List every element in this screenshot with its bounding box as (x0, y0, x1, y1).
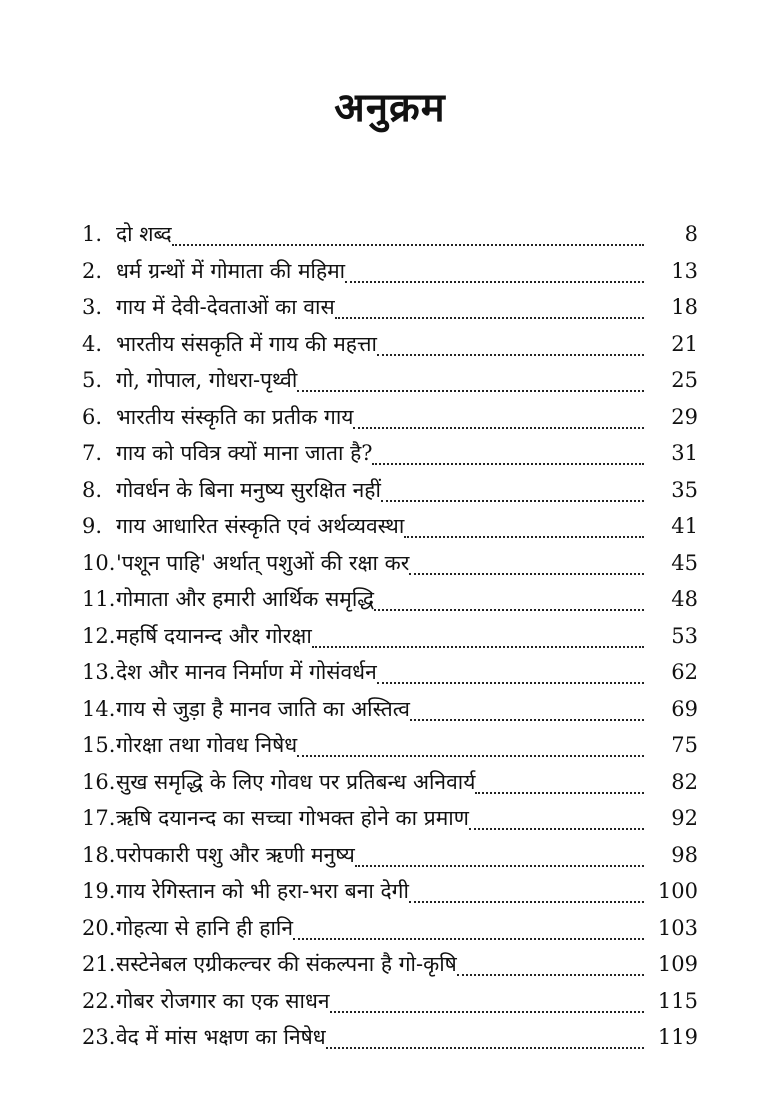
entry-number: 2. (82, 258, 103, 283)
entry-title: भारतीय संसकृति में गाय की महत्ता (116, 331, 377, 356)
entry-title: 'पशून पाहि' अर्थात् पशुओं की रक्षा कर (116, 550, 410, 575)
entry-page-number: 103 (657, 915, 698, 940)
entry-number: 8. (82, 477, 103, 502)
dot-leader (297, 755, 644, 757)
dot-leader (372, 463, 644, 465)
dot-leader (410, 719, 644, 721)
entry-page-number: 29 (671, 404, 698, 429)
entry-page-number: 13 (671, 258, 698, 283)
entry-page-number: 92 (671, 806, 698, 830)
entry-title: परोपकारी पशु और ऋणी मनुष्य (116, 842, 355, 867)
entry-title: गाय को पवित्र क्यों माना जाता है? (116, 441, 373, 465)
toc-entry (82, 731, 698, 768)
toc-entry (82, 293, 698, 330)
entry-title: गोबर रोजगार का एक साधन (116, 988, 330, 1013)
entry-number: 22. (82, 988, 116, 1013)
dot-leader (409, 901, 644, 903)
entry-number: 16. (82, 769, 116, 794)
entry-page-number: 98 (671, 842, 698, 867)
entry-number: 9. (82, 514, 103, 538)
entry-number: 14. (82, 696, 116, 721)
entry-page-number: 53 (671, 623, 698, 648)
entry-page-number: 45 (671, 550, 698, 575)
dot-leader (326, 1047, 644, 1049)
toc-entry (82, 768, 698, 805)
entry-number: 6. (82, 404, 103, 429)
dot-leader (355, 865, 644, 867)
table-of-contents (82, 220, 698, 1060)
entry-number: 7. (82, 441, 103, 465)
entry-page-number: 48 (671, 587, 698, 611)
toc-entry (82, 658, 698, 695)
entry-page-number: 100 (657, 879, 698, 903)
entry-title: गाय में देवी-देवताओं का वास (116, 295, 335, 319)
entry-title: गोरक्षा तथा गोवध निषेध (116, 733, 298, 757)
entry-page-number: 75 (671, 733, 698, 757)
entry-number: 17. (82, 806, 116, 830)
toc-entry (82, 403, 698, 440)
entry-number: 1. (82, 222, 103, 246)
entry-page-number: 82 (671, 769, 698, 794)
dot-leader (377, 682, 644, 684)
toc-entry (82, 549, 698, 586)
entry-title: भारतीय संस्कृति का प्रतीक गाय (116, 404, 354, 429)
toc-entry (82, 1023, 698, 1060)
toc-entry (82, 914, 698, 951)
entry-number: 23. (82, 1025, 116, 1049)
entry-page-number: 25 (671, 368, 698, 392)
entry-page-number: 21 (671, 331, 698, 356)
dot-leader (381, 500, 644, 502)
toc-entry (82, 877, 698, 914)
toc-entry (82, 841, 698, 878)
entry-title: गोहत्या से हानि ही हानि (116, 915, 293, 940)
dot-leader (457, 974, 644, 976)
entry-number: 5. (82, 368, 103, 392)
entry-page-number: 35 (671, 477, 698, 502)
entry-title: सुख समृद्धि के लिए गोवध पर प्रतिबन्ध अनिवार्य (116, 769, 476, 794)
toc-entry (82, 987, 698, 1024)
dot-leader (345, 281, 644, 283)
dot-leader (377, 354, 644, 356)
toc-entry (82, 220, 698, 257)
entry-page-number: 41 (671, 514, 698, 538)
entry-title: देश और मानव निर्माण में गोसंवर्धन (116, 660, 377, 684)
dot-leader (312, 646, 644, 648)
toc-entry (82, 804, 698, 841)
entry-page-number: 119 (657, 1025, 698, 1049)
toc-entry (82, 257, 698, 294)
entry-number: 4. (82, 331, 103, 356)
page-title: अनुक्रम (334, 85, 446, 131)
entry-page-number: 115 (657, 988, 698, 1013)
entry-title: गोमाता और हमारी आर्थिक समृद्धि (116, 587, 375, 611)
entry-page-number: 109 (657, 952, 698, 976)
entry-page-number: 31 (671, 441, 698, 465)
entry-number: 12. (82, 623, 116, 648)
dot-leader (330, 1011, 644, 1013)
entry-number: 21. (82, 952, 116, 976)
entry-number: 18. (82, 842, 116, 867)
entry-page-number: 69 (671, 696, 698, 721)
entry-title: गोवर्धन के बिना मनुष्य सुरक्षित नहीं (116, 477, 381, 502)
entry-title: ऋषि दयानन्द का सच्चा गोभक्त होने का प्रमाण (116, 806, 469, 830)
entry-page-number: 8 (684, 222, 698, 246)
dot-leader (353, 427, 644, 429)
toc-entry (82, 585, 698, 622)
entry-title: गाय आधारित संस्कृति एवं अर्थव्यवस्था (116, 514, 405, 538)
toc-entry (82, 695, 698, 732)
dot-leader (297, 390, 644, 392)
entry-number: 20. (82, 915, 116, 940)
toc-entry (82, 622, 698, 659)
entry-title: वेद में मांस भक्षण का निषेध (116, 1025, 326, 1049)
toc-entry (82, 439, 698, 476)
entry-title: गाय से जुड़ा है मानव जाति का अस्तित्व (116, 696, 410, 721)
toc-entry (82, 512, 698, 549)
toc-entry (82, 476, 698, 513)
entry-title: महर्षि दयानन्द और गोरक्षा (116, 623, 312, 648)
entry-number: 3. (82, 295, 103, 319)
dot-leader (293, 938, 644, 940)
entry-title: सस्टेनेबल एग्रीकल्चर की संकल्पना है गो-कृषि (116, 952, 457, 976)
entry-number: 13. (82, 660, 116, 684)
entry-title: गाय रेगिस्तान को भी हरा-भरा बना देगी (116, 879, 409, 903)
entry-title: गो, गोपाल, गोधरा-पृथ्वी (116, 368, 298, 392)
entry-number: 10. (82, 550, 116, 575)
entry-page-number: 62 (671, 660, 698, 684)
dot-leader (172, 244, 644, 246)
toc-entry (82, 950, 698, 987)
entry-number: 19. (82, 879, 116, 903)
dot-leader (335, 317, 644, 319)
toc-entry (82, 330, 698, 367)
entry-number: 11. (82, 587, 116, 611)
entry-number: 15. (82, 733, 116, 757)
entry-page-number: 18 (671, 295, 698, 319)
toc-entry (82, 366, 698, 403)
dot-leader (374, 609, 644, 611)
dot-leader (469, 828, 644, 830)
dot-leader (404, 536, 644, 538)
entry-title: दो शब्द (116, 222, 172, 246)
dot-leader (475, 792, 644, 794)
entry-title: धर्म ग्रन्थों में गोमाता की महिमा (116, 258, 346, 283)
dot-leader (409, 573, 644, 575)
